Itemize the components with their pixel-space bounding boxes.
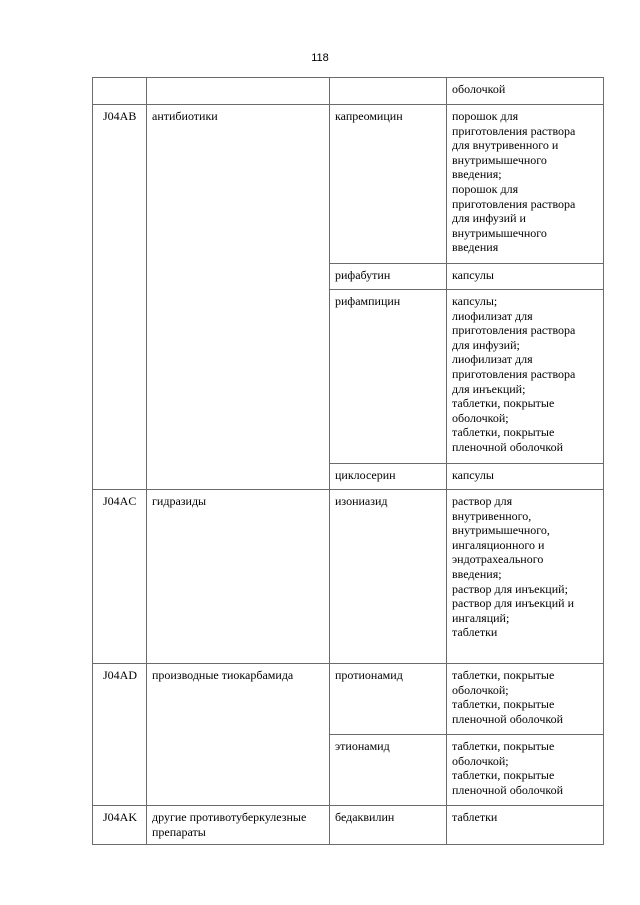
drug-name-cell: [330, 78, 447, 105]
atc-code-cell: [93, 78, 147, 105]
drug-name-cell: этионамид: [330, 735, 447, 806]
drug-name-cell: протионамид: [330, 664, 447, 735]
dosage-form-cell: порошок для приготовления раствора для внутривенного и внутримышечного введения; порошок для приготовления раствора для инфузий и внутримышечного введения: [447, 105, 604, 264]
group-cell: другие противотуберкулезные препараты: [147, 806, 330, 845]
dosage-form-cell: капсулы; лиофилизат для приготовления раствора для инфузий; лиофилизат для приготовления раствора для инъекций; таблетки, покрытые оболочкой; таблетки, покрытые пленочной оболочкой: [447, 290, 604, 464]
page-number: 118: [311, 52, 329, 64]
dosage-form-cell: таблетки, покрытые оболочкой; таблетки, покрытые пленочной оболочкой: [447, 735, 604, 806]
atc-code-cell: J04AK: [93, 806, 147, 845]
dosage-form-cell: раствор для внутривенного, внутримышечного, ингаляционного и эндотрахеального введения; раствор для инъекций; раствор для инъекций и ингаляций; таблетки: [447, 490, 604, 664]
drug-name-cell: рифампицин: [330, 290, 447, 464]
drug-name-cell: изониазид: [330, 490, 447, 664]
table-row: [93, 664, 604, 735]
group-cell: [147, 78, 330, 105]
dosage-form-cell: таблетки: [447, 806, 604, 845]
group-cell: антибиотики: [147, 105, 330, 490]
drug-name-cell: циклосерин: [330, 464, 447, 490]
table-row: [93, 806, 604, 845]
table-row: [93, 78, 604, 105]
atc-code-cell: J04AB: [93, 105, 147, 490]
atc-code-cell: J04AD: [93, 664, 147, 806]
dosage-form-cell: капсулы: [447, 264, 604, 290]
drug-table: [92, 77, 604, 845]
group-cell: гидразиды: [147, 490, 330, 664]
atc-code-cell: J04AC: [93, 490, 147, 664]
group-cell: производные тиокарбамида: [147, 664, 330, 806]
drug-name-cell: рифабутин: [330, 264, 447, 290]
drug-name-cell: капреомицин: [330, 105, 447, 264]
table-row: [93, 490, 604, 664]
drug-name-cell: бедаквилин: [330, 806, 447, 845]
dosage-form-cell: капсулы: [447, 464, 604, 490]
dosage-form-cell: оболочкой: [447, 78, 604, 105]
table-row: [93, 105, 604, 264]
dosage-form-cell: таблетки, покрытые оболочкой; таблетки, покрытые пленочной оболочкой: [447, 664, 604, 735]
